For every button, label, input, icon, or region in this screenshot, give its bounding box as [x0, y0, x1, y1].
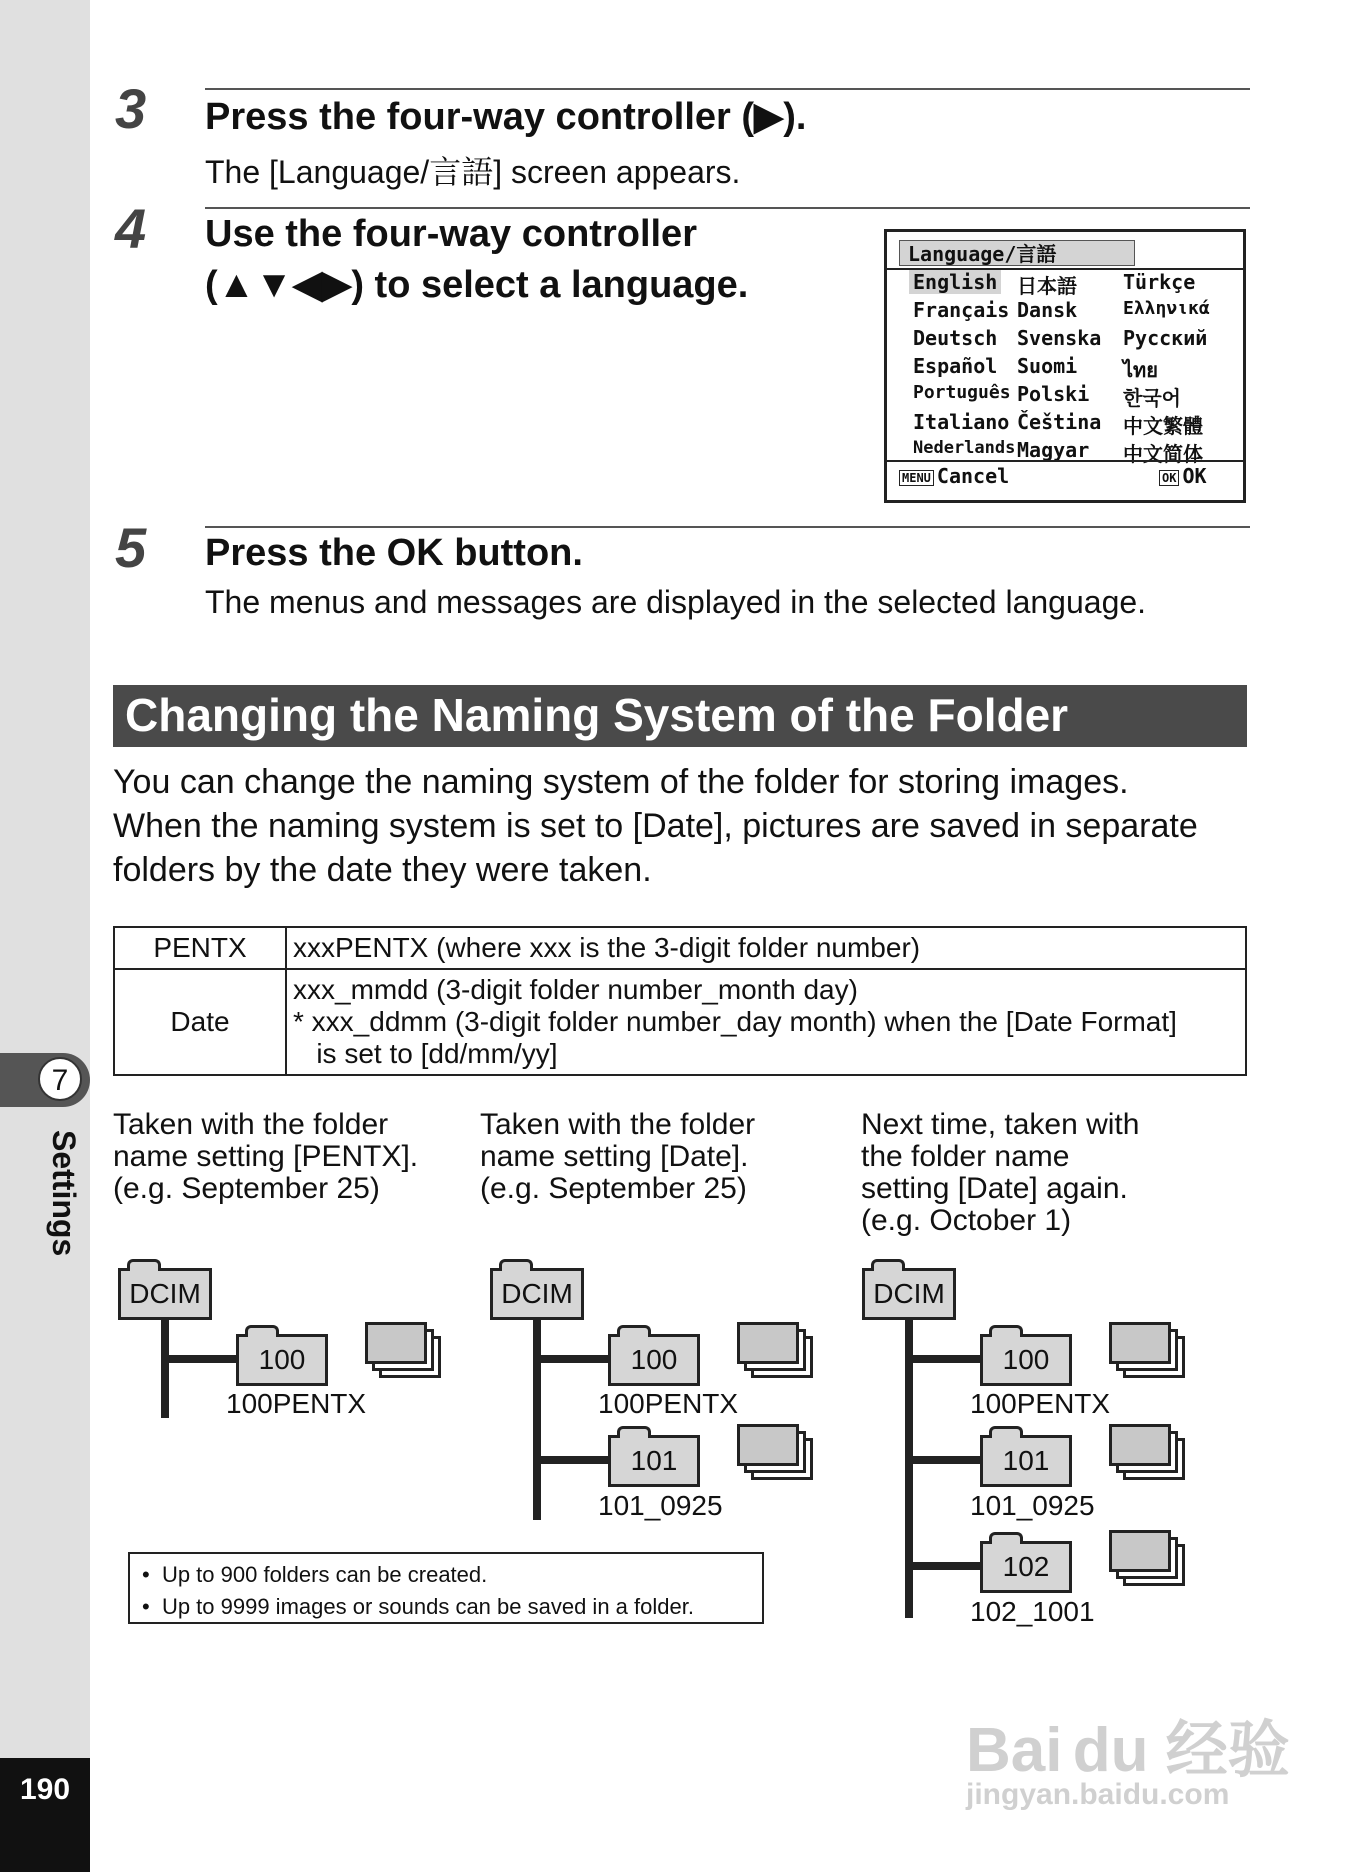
folder-icon: 100 — [980, 1334, 1072, 1386]
table-cell-desc — [286, 927, 1246, 969]
intro-line: You can change the naming system of the folder for storing images. — [113, 763, 1129, 801]
dcim-folder-icon: DCIM — [118, 1268, 212, 1320]
table-cell-name: Date — [114, 969, 286, 1075]
folder-icon: 102 — [980, 1541, 1072, 1593]
desc-line: xxxPENTX (where xxx is the 3-digit folder number) — [293, 932, 921, 963]
step-body: The [Language/言語] screen appears. — [205, 154, 741, 190]
step-title-line1: Use the four-way controller — [205, 213, 697, 255]
step-title: Press the OK button. — [205, 532, 583, 574]
lang-option[interactable]: 中文简体 — [1123, 442, 1203, 466]
step-number: 3 — [115, 77, 147, 140]
lang-option[interactable]: Suomi — [1017, 354, 1078, 378]
caption-line: Taken with the folder — [113, 1108, 389, 1141]
lang-option[interactable]: English — [909, 270, 1001, 294]
chapter-label: Settings — [46, 1130, 82, 1257]
images-icon — [737, 1424, 815, 1480]
intro-line: When the naming system is set to [Date], pictures are saved in separate — [113, 807, 1198, 845]
folder-icon: 100 — [236, 1334, 328, 1386]
lang-option[interactable]: Čeština — [1017, 410, 1102, 434]
tree-trunk — [905, 1320, 913, 1618]
folder-icon: 100 — [608, 1334, 700, 1386]
lang-option[interactable]: Ελληνικά — [1123, 298, 1210, 319]
caption-line: setting [Date] again. — [861, 1172, 1128, 1205]
lang-option[interactable]: Polski — [1017, 382, 1090, 406]
desc-line: * xxx_ddmm (3-digit folder number_day month) when the [Date Format] — [293, 1006, 1177, 1037]
folder-label: 100PENTX — [226, 1388, 367, 1419]
lang-option[interactable]: Dansk — [1017, 298, 1078, 322]
note-item: • Up to 900 folders can be created. — [142, 1562, 488, 1587]
example-caption — [113, 1109, 418, 1205]
intro-line: folders by the date they were taken. — [113, 851, 652, 889]
cancel-button[interactable] — [899, 464, 1009, 488]
caption-line: the folder name — [861, 1140, 1070, 1173]
step-number: 4 — [115, 197, 147, 260]
lang-option[interactable]: 한국어 — [1123, 386, 1181, 410]
folder-label: 101_0925 — [598, 1490, 723, 1521]
desc-line: xxx_mmdd (3-digit folder number_month day) — [293, 974, 858, 1005]
page-number: 190 — [19, 1773, 71, 1806]
desc-line: is set to [dd/mm/yy] — [293, 1038, 558, 1069]
baidu-watermark-logo: Bai du 经验 — [966, 1716, 1290, 1785]
language-screen — [884, 229, 1246, 503]
cancel-label: Cancel — [936, 464, 1010, 488]
table-row — [114, 969, 1246, 1075]
lang-option[interactable]: 中文繁體 — [1123, 414, 1203, 438]
section-title: Changing the Naming System of the Folder — [125, 689, 1069, 741]
lang-option[interactable]: Français — [913, 298, 1010, 322]
tree-branch — [905, 1456, 983, 1464]
lang-option[interactable]: Svenska — [1017, 326, 1102, 350]
step-title: Press the four-way controller (▶). — [205, 96, 807, 138]
folder-label: 100PENTX — [598, 1388, 739, 1419]
caption-line: name setting [PENTX]. — [113, 1140, 419, 1173]
caption-line: Taken with the folder — [480, 1108, 756, 1141]
chapter-number: 7 — [38, 1057, 82, 1101]
lang-option[interactable]: Italiano — [913, 410, 1010, 434]
dcim-folder-icon: DCIM — [862, 1268, 956, 1320]
lang-option[interactable]: Nederlands — [913, 438, 1016, 458]
tree-branch — [533, 1355, 611, 1363]
lang-option[interactable]: Русский — [1123, 326, 1208, 350]
example-caption — [861, 1109, 1139, 1237]
caption-line: name setting [Date]. — [480, 1140, 749, 1173]
lang-option[interactable]: Magyar — [1017, 438, 1090, 462]
images-icon — [1109, 1322, 1187, 1378]
images-icon — [1109, 1530, 1187, 1586]
tree-branch — [905, 1355, 983, 1363]
step-body: The menus and messages are displayed in the selected language. — [205, 584, 1147, 620]
ok-label: OK — [1182, 464, 1207, 488]
lang-option[interactable]: Português — [913, 382, 1011, 403]
ok-key-icon: OK — [1159, 470, 1179, 486]
folder-label: 101_0925 — [970, 1490, 1095, 1521]
folder-icon: 101 — [608, 1435, 700, 1487]
step-divider — [205, 526, 1250, 528]
step-divider — [205, 207, 1250, 209]
lang-option[interactable]: Español — [913, 354, 998, 378]
tree-trunk — [161, 1320, 169, 1418]
table-cell-desc — [286, 969, 1246, 1075]
example-caption — [480, 1109, 755, 1205]
naming-table — [113, 926, 1247, 1076]
tree-trunk — [533, 1320, 541, 1520]
images-icon — [1109, 1424, 1187, 1480]
table-cell-name: PENTX — [114, 927, 286, 969]
step-divider — [205, 88, 1250, 90]
dcim-folder-icon: DCIM — [490, 1268, 584, 1320]
lang-option[interactable]: Türkçe — [1123, 270, 1196, 294]
folder-icon: 101 — [980, 1435, 1072, 1487]
step-number: 5 — [115, 516, 147, 579]
caption-line: Next time, taken with — [861, 1108, 1140, 1141]
tree-branch — [905, 1562, 983, 1570]
language-screen-header: Language/言語 — [899, 240, 1135, 266]
note-text: Up to 9999 images or sounds can be saved in a folder. — [161, 1594, 694, 1619]
lang-option[interactable]: ไทย — [1123, 358, 1158, 382]
note-item: • Up to 9999 images or sounds can be saved in a folder. — [142, 1594, 694, 1619]
tree-branch — [533, 1456, 611, 1464]
caption-line: (e.g. September 25) — [480, 1172, 747, 1205]
folder-label: 100PENTX — [970, 1388, 1111, 1419]
note-text: Up to 900 folders can be created. — [161, 1562, 488, 1587]
ok-button[interactable] — [1159, 464, 1207, 488]
chapter-sidebar — [0, 0, 90, 1872]
baidu-watermark-url: jingyan.baidu.com — [966, 1778, 1230, 1811]
caption-line: (e.g. October 1) — [861, 1204, 1072, 1237]
images-icon — [365, 1322, 443, 1378]
lang-option[interactable]: Deutsch — [913, 326, 998, 350]
menu-key-icon: MENU — [899, 470, 934, 486]
caption-line: (e.g. September 25) — [113, 1172, 380, 1205]
footer-rule — [887, 460, 1243, 462]
lang-option[interactable]: 日本語 — [1017, 274, 1077, 298]
folder-label: 102_1001 — [970, 1596, 1095, 1627]
tree-branch — [161, 1355, 239, 1363]
notes-box — [128, 1552, 764, 1624]
table-row — [114, 927, 1246, 969]
step-title-line2: (▲▼◀▶) to select a language. — [205, 264, 749, 306]
images-icon — [737, 1322, 815, 1378]
